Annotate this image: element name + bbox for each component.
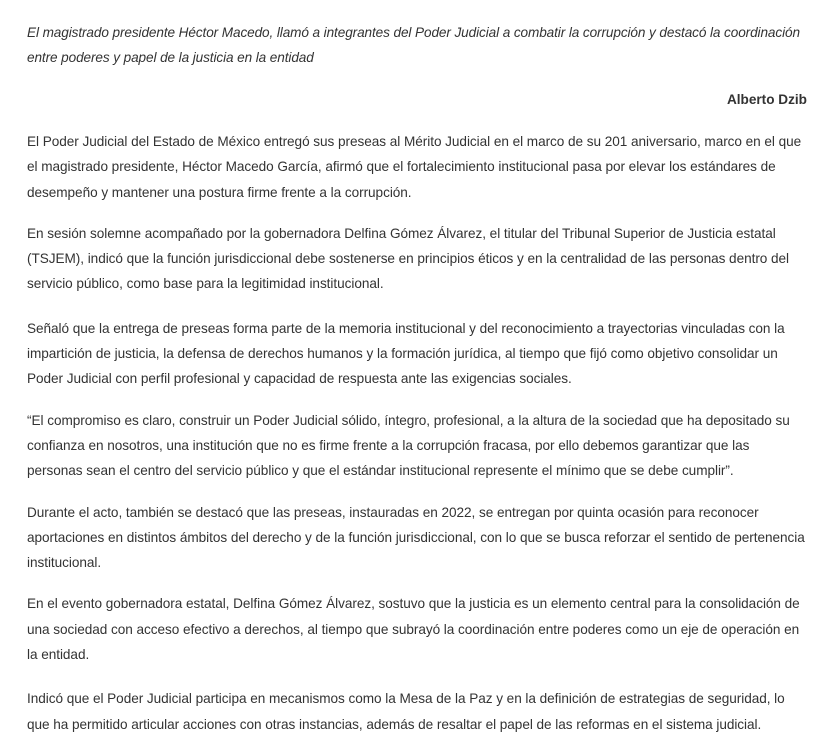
article-subtitle: El magistrado presidente Héctor Macedo, llamó a integrantes del Poder Judicial a combatir la corrupción y destacó la coordinación entre poderes y papel de la justicia en la entidad [27,25,800,65]
article-author: Alberto Dzib [726,92,807,107]
article-paragraph: Indicó que el Poder Judicial participa en mecanismos como la Mesa de la Paz y en la definición de estrategias de seguridad, lo que ha permitido articular acciones con otras instancias, además de resaltar el papel de las reformas en el sistema judicial. [27,691,785,732]
article-paragraph: Señaló que la entrega de preseas forma parte de la memoria institucional y del reconocimiento a trayectorias vinculadas con la impartición de justicia, la defensa de derechos humanos y la formación jurídica, al tiempo que fijó como objetivo consolidar un Poder Judicial con perfil profesional y capacidad de respuesta ante las exigencias sociales. [27,320,785,387]
article-quote-paragraph: “El compromiso es claro, construir un Poder Judicial sólido, íntegro, profesional, a la altura de la sociedad que ha depositado su confianza en nosotros, una institución que no es firme frente a la corrupción fracasa, por ello debemos garantizar que las personas sean el centro del servicio público y que el estándar institucional represente el mínimo que se debe cumplir”. [27,412,790,479]
article-paragraph: Durante el acto, también se destacó que las preseas, instauradas en 2022, se entregan por quinta ocasión para reconocer aportaciones en distintos ámbitos del derecho y de la función jurisdiccional, con lo que se busca reforzar el sentido de pertenencia institucional. [27,504,805,571]
article-paragraph: En el evento gobernadora estatal, Delfina Gómez Álvarez, sostuvo que la justicia es un elemento central para la consolidación de una sociedad con acceso efectivo a derechos, al tiempo que subrayó la coordinación entre poderes como un eje de operación en la entidad. [27,596,800,663]
article-paragraph: En sesión solemne acompañado por la gobernadora Delfina Gómez Álvarez, el titular del Tribunal Superior de Justicia estatal (TSJEM), indicó que la función jurisdiccional debe sostenerse en principios éticos y en la centralidad de las personas dentro del servicio público, como base para la legitimidad institucional. [27,225,790,292]
article-paragraph: El Poder Judicial del Estado de México entregó sus preseas al Mérito Judicial en el marco de su 201 aniversario, marco en el que el magistrado presidente, Héctor Macedo García, afirmó que el fortalecimiento institucional pasa por elevar los estándares de desempeño y mantener una postura firme frente a la corrupción. [27,134,802,200]
